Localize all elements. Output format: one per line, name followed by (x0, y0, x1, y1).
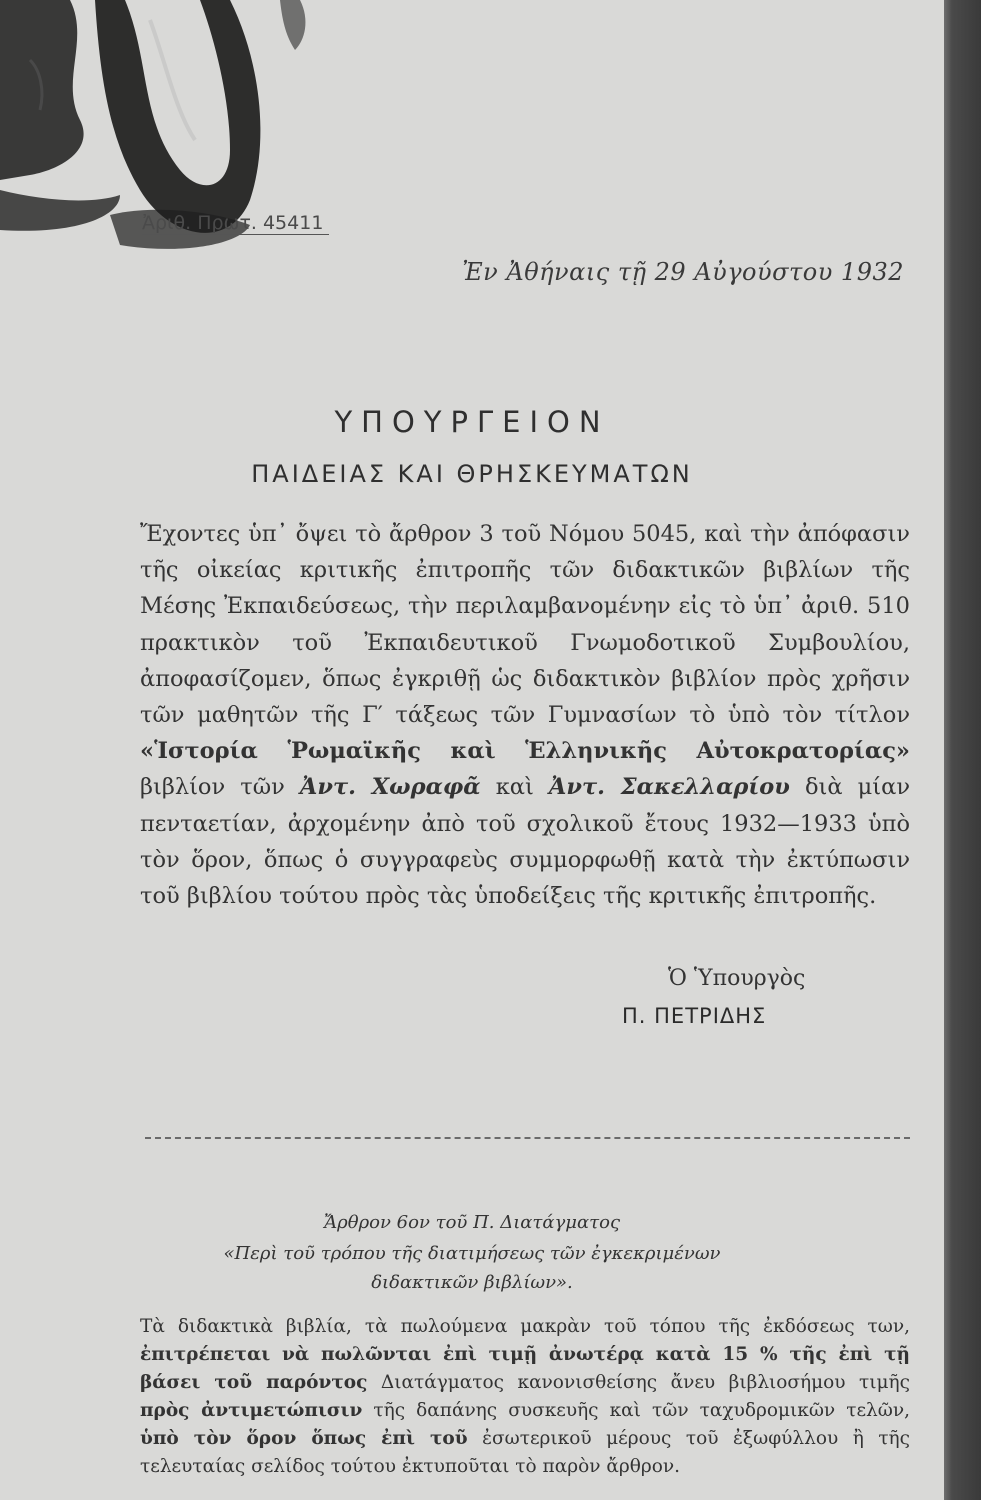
article-text-part4: ἐσωτερικοῦ μέρους τοῦ ἐξωφύλλου ἢ τῆς τελευταίας σελίδος τούτου ἐκτυποῦται τὸ παρὸν ἄρθρον. (140, 1428, 910, 1477)
decision-text-part1: Ἔχοντες ὑπ᾽ ὄψει τὸ ἄρθρον 3 τοῦ Νόμου 5045, καὶ τὴν ἀπόφασιν τῆς οἰκείας κριτικῆς ἐπιτροπῆς τῶν διδακτικῶν βιβλίων τῆς Μέσης Ἐκπαιδεύσεως, τὴν περιλαμβανομένην εἰς τὸ ὑπ᾽ ἀριθ. 510 πρακτικὸν τοῦ Ἐκπαιδευτικοῦ Γνωμοδοτικοῦ Συμβουλίου, ἀποφασίζομεν, ὅπως ἐγκριθῇ ὡς διδακτικὸν βιβλίον πρὸς χρῆσιν τῶν μαθητῶν τῆς Γ′ τάξεως τῶν Γυμνασίων τὸ ὑπὸ τὸν τίτλον (140, 521, 910, 729)
article-text-part1: Τὰ διδακτικὰ βιβλία, τὰ πωλούμενα μακρὰν τοῦ τόπου τῆς ἐκδόσεως των, (140, 1316, 910, 1337)
book-spine-edge (944, 0, 981, 1500)
decision-paragraph (140, 516, 910, 914)
document-date: Ἐν Ἀθήναις τῇ 29 Αὐγούστου 1932 (462, 258, 904, 286)
author-name-1: Ἀντ. Χωραφᾶ (299, 774, 481, 801)
author-name-2: Ἀντ. Σακελλαρίου (548, 774, 790, 801)
ministry-subtitle: ΠΑΙΔΕΙΑΣ ΚΑΙ ΘΡΗΣΚΕΥΜΑΤΩΝ (251, 460, 693, 488)
decision-text-part2: βιβλίον τῶν (140, 774, 300, 801)
article-text-part2: Διατάγματος κανονισθείσης ἄνευ βιβλιοσήμου τιμῆς (367, 1372, 910, 1393)
article-heading: Ἄρθρον 6ον τοῦ Π. Διατάγματος (323, 1212, 621, 1233)
ink-stain-decoration (0, 0, 360, 300)
protocol-number: Ἀριθ. Πρωτ. 45411 (142, 212, 329, 235)
article-bold-part3: ὑπὸ τὸν ὅρον ὅπως ἐπὶ τοῦ (140, 1428, 468, 1449)
article-bold-part1: ἐπιτρέπεται νὰ πωλῶνται ἐπὶ τιμῇ ἀνωτέρᾳ κατὰ 15 % τῆς ἐπὶ τῇ βάσει τοῦ παρόντος (140, 1344, 910, 1393)
article-text-part3: τῆς δαπάνης συσκευῆς καὶ τῶν ταχυδρομικῶν τελῶν, (362, 1400, 910, 1421)
signature-role: Ὁ Ὑπουργὸς (668, 966, 806, 991)
article-bold-part2: πρὸς ἀντιμετώπισιν (140, 1400, 363, 1421)
ministry-title: ΥΠΟΥΡΓΕΙΟΝ (334, 405, 610, 439)
decision-text-part3: καὶ (480, 774, 549, 801)
article-paragraph (140, 1313, 910, 1481)
article-subheading-cont: διδακτικῶν βιβλίων». (371, 1272, 573, 1293)
decision-text-part4: διὰ μίαν πενταετίαν, ἀρχομένην ἀπὸ τοῦ σχολικοῦ ἔτους 1932—1933 ὑπὸ τὸν ὅρον, ὅπως ὁ συγγραφεὺς συμμορφωθῇ κατὰ τὴν ἐκτύπωσιν τοῦ βιβλίου τούτου πρὸς τὰς ὑποδείξεις τῆς κριτικῆς ἐπιτροπῆς. (140, 774, 910, 910)
signature-name: Π. ΠΕΤΡΙΔΗΣ (622, 1004, 767, 1028)
book-title: «Ἱστορία Ῥωμαϊκῆς καὶ Ἑλληνικῆς Αὐτοκρατορίας» (140, 738, 910, 765)
section-divider (145, 1137, 910, 1139)
article-subheading: «Περὶ τοῦ τρόπου τῆς διατιμήσεως τῶν ἐγκεκριμένων (223, 1243, 721, 1264)
